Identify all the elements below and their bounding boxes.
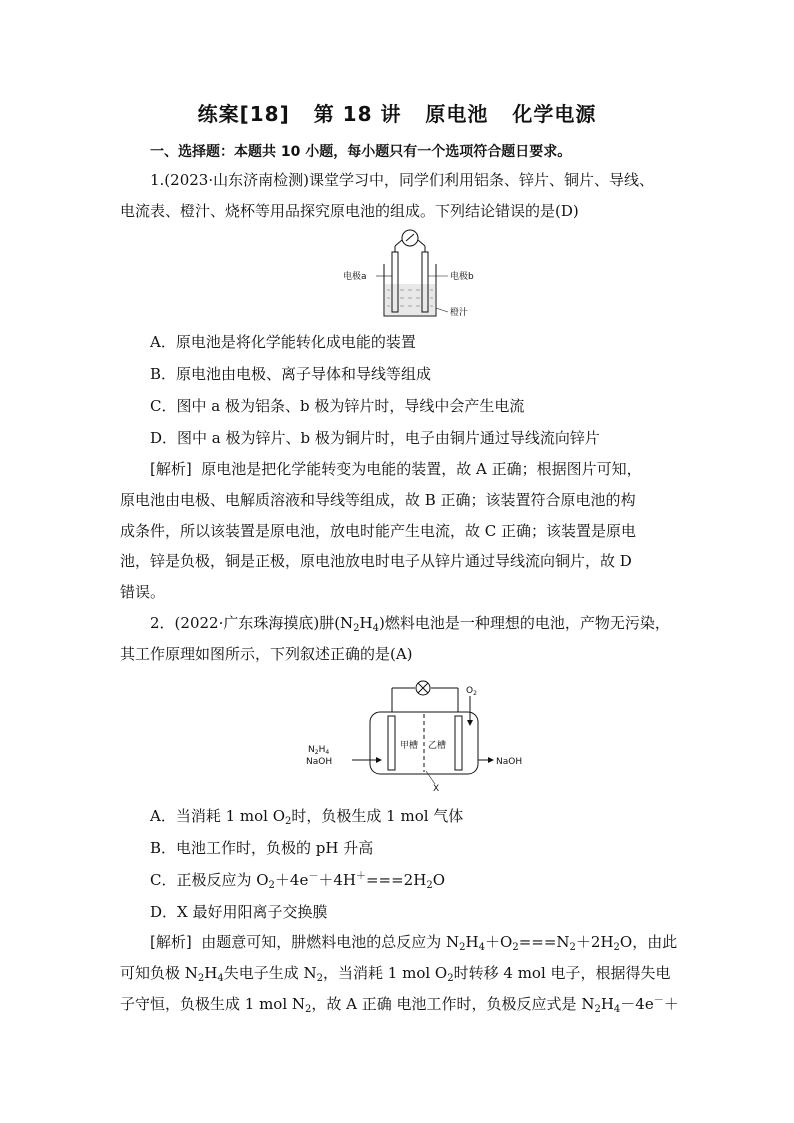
tank-a-label: 甲槽: [400, 741, 419, 751]
tank-b-label: 乙槽: [428, 741, 447, 751]
q1-analysis-line5: 错误。: [120, 583, 166, 601]
q2-option-d: D．X 最好用阳离子交换膜: [150, 903, 328, 921]
topic-chemical-power: 化学电源: [512, 102, 597, 126]
q1-analysis-line3: 成条件，所以该装置是原电池，放电时能产生电流，故 C 正确；该装置是原电: [120, 522, 637, 540]
q1-analysis-line2: 原电池由电极、电解质溶液和导线等组成，故 B 正确；该装置符合原电池的构: [120, 491, 636, 509]
analysis-tag: [解析]: [150, 933, 192, 951]
n2h4-label: $N_2H_4$: [308, 745, 330, 756]
topic-primary-cell: 原电池: [425, 102, 489, 126]
page-title: [0, 98, 794, 127]
q2-option-c: C．正极反应为 $O_2+4e^-+4H^+===2H_2O$: [150, 871, 445, 891]
q2-analysis-line2: 可知负极 $N_2H_4$失电子生成 $N_2$，当消耗 1 mol $O_2$时转移 4 mol 电子，根据得失电: [120, 964, 671, 984]
electrode-b-label: 电极b: [450, 272, 474, 282]
q1-analysis-text1: 原电池是把化学能转变为电能的装置，故 A 正确；根据图片可知，: [201, 460, 642, 478]
q1-stem-line1: 1.(2023·山东济南检测)课堂学习中，同学们利用铝条、锌片、铜片、导线、: [150, 171, 654, 189]
lesson-number: 练案[18]: [197, 102, 290, 126]
naoh-right-label: NaOH: [496, 757, 523, 767]
q2-stem-line2: 其工作原理如图所示，下列叙述正确的是(A): [120, 645, 413, 663]
orange-juice-label: 橙汁: [450, 308, 469, 318]
q1-analysis-line4: 池，锌是负极，铜是正极，原电池放电时电子从锌片通过导线流向铜片，故 D: [120, 552, 632, 570]
q1-stem-line2: 电流表、橙汁、烧杯等用品探究原电池的组成。下列结论错误的是(D): [120, 202, 579, 220]
q1-battery-figure: [340, 228, 480, 322]
q2-option-b: B．电池工作时，负极的 pH 升高: [150, 839, 374, 857]
naoh-left-label: NaOH: [306, 757, 333, 767]
q1-option-b: B．原电池由电极、离子导体和导线等组成: [150, 365, 432, 383]
q2-stem-line1: 2．(2022·广东珠海摸底)肼$(N_2H_4)$燃料电池是一种理想的电池，产物无污染，: [150, 614, 670, 634]
q1-option-c: C．图中 a 极为铝条、b 极为锌片时，导线中会产生电流: [150, 397, 525, 415]
q1-analysis-line1: [150, 459, 642, 479]
q2-fuel-cell-figure: [300, 676, 530, 792]
q2-analysis-line3: 子守恒，负极生成 1 mol $N_2$，故 A 正确 电池工作时，负极反应式是 $N_2H_4-4e^-+$: [120, 995, 679, 1015]
q2-option-a: A．当消耗 1 mol $O_2$时，负极生成 1 mol 气体: [150, 807, 464, 827]
o2-label: $O_2$: [466, 686, 477, 697]
q2-analysis-line1: [解析] 由题意可知，肼燃料电池的总反应为 $N_2H_4+O_2===N_2+2H_2O$，由此: [150, 933, 678, 953]
lecture-number: 第 18 讲: [313, 102, 402, 126]
q1-option-a: A．原电池是将化学能转化成电能的装置: [150, 333, 416, 351]
q1-option-d: D．图中 a 极为锌片、b 极为铜片时，电子由铜片通过导线流向锌片: [150, 429, 600, 447]
section-heading: 一、选择题：本题共 10 小题，每小题只有一个选项符合题日要求。: [150, 144, 572, 160]
electrode-a-label: 电极a: [343, 272, 367, 282]
x-membrane-label: X: [433, 784, 440, 792]
analysis-tag: [解析]: [150, 460, 192, 478]
